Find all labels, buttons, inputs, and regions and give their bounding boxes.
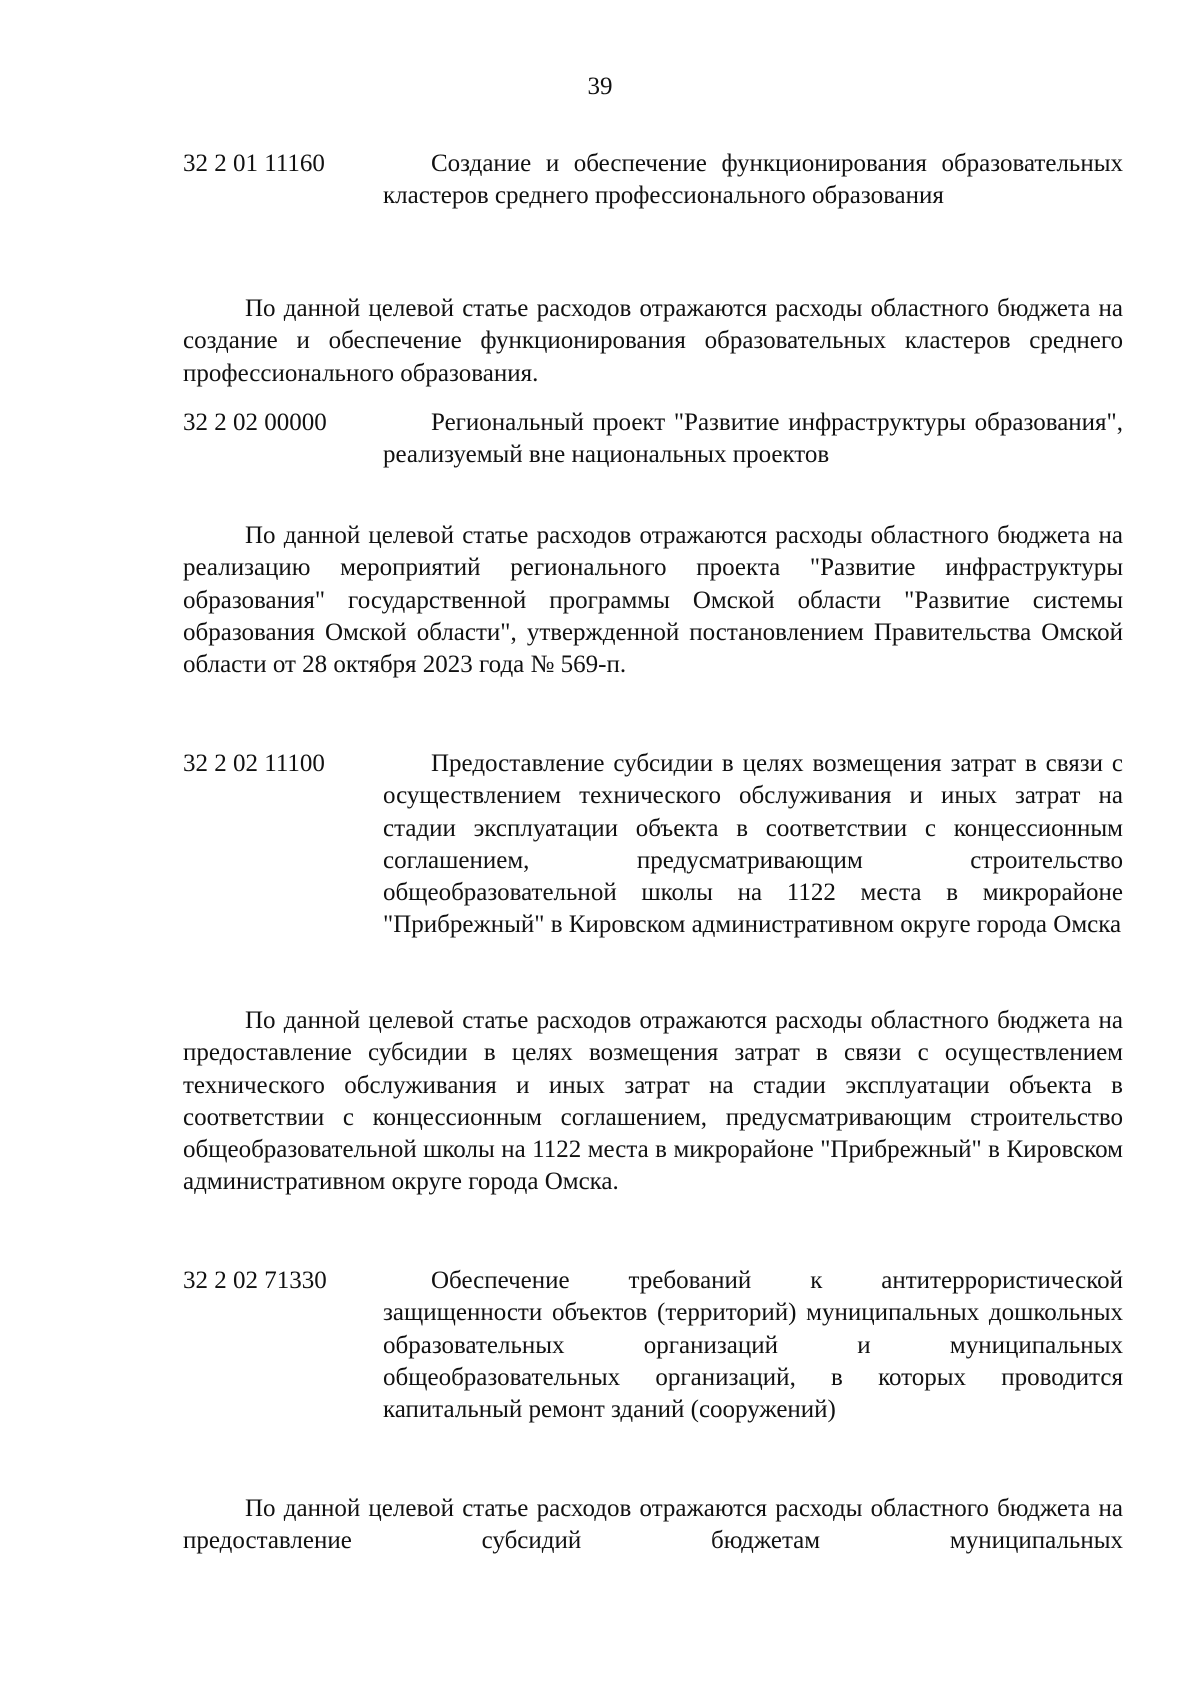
budget-article bbox=[183, 1265, 1123, 1426]
article-title: Обеспечение требований к антитеррористической защищенности объектов (территорий) муниципальных дошкольных образовательных организаций и муниципальных общеобразовательных организаций, в которых проводится капитальный ремонт зданий (сооружений) bbox=[383, 1267, 1123, 1424]
budget-article bbox=[183, 148, 1123, 213]
page-number: 39 bbox=[587, 73, 613, 100]
budget-article bbox=[183, 407, 1123, 472]
article-title: Создание и обеспечение функционирования образовательных кластеров среднего профессионального образования bbox=[383, 150, 1123, 210]
article-code: 32 2 02 00000 bbox=[183, 409, 327, 436]
article-description: По данной целевой статье расходов отражаются расходы областного бюджета на реализацию мероприятий регионального проекта "Развитие инфраструктуры образования" государственной программы Омской области "Развитие системы образования Омской области", утвержденной постановлением Правительства Омской области от 28 октября 2023 года № 569-п. bbox=[183, 522, 1123, 679]
article-description: По данной целевой статье расходов отражаются расходы областного бюджета на предоставление субсидий бюджетам муниципальных bbox=[183, 1495, 1123, 1555]
article-description: По данной целевой статье расходов отражаются расходы областного бюджета на создание и обеспечение функционирования образовательных кластеров среднего профессионального образования. bbox=[183, 295, 1123, 387]
article-title: Региональный проект "Развитие инфраструктуры образования", реализуемый вне национальных проектов bbox=[383, 409, 1123, 469]
budget-article bbox=[183, 748, 1123, 942]
article-code: 32 2 02 71330 bbox=[183, 1267, 327, 1294]
article-title: Предоставление субсидии в целях возмещения затрат в связи с осуществлением технического обслуживания и иных затрат на стадии эксплуатации объекта в соответствии с концессионным соглашением, предусматривающим строительство общеобразовательной школы на 1122 места в микрорайоне "Прибрежный" в Кировском административном округе города Омска bbox=[383, 750, 1123, 939]
article-code: 32 2 02 11100 bbox=[183, 750, 325, 777]
article-description: По данной целевой статье расходов отражаются расходы областного бюджета на предоставление субсидии в целях возмещения затрат в связи с осуществлением технического обслуживания и иных затрат на стадии эксплуатации объекта в соответствии с концессионным соглашением, предусматривающим строительство общеобразовательной школы на 1122 места в микрорайоне "Прибрежный" в Кировском административном округе города Омска. bbox=[183, 1007, 1123, 1196]
article-code: 32 2 01 11160 bbox=[183, 150, 325, 177]
